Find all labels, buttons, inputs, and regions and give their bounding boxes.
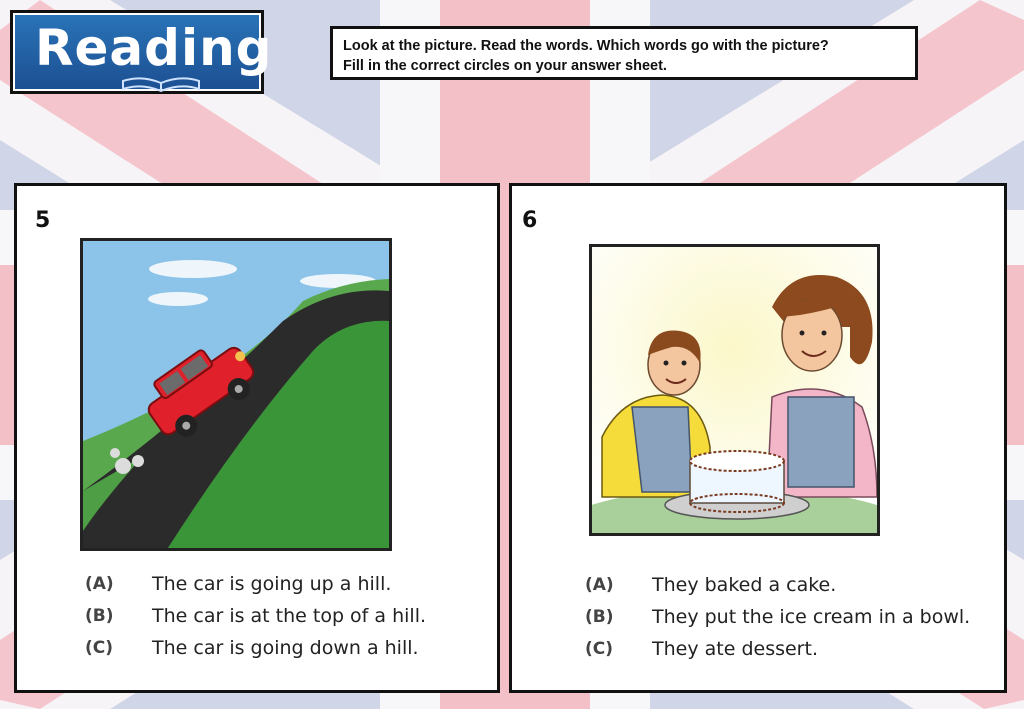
option-c[interactable]	[85, 632, 426, 664]
option-letter: (A)	[85, 574, 114, 594]
question-number: 5	[35, 208, 51, 233]
instruction-line-1: Look at the picture. Read the words. Which words go with the picture?	[343, 38, 829, 54]
question-number: 6	[522, 208, 538, 233]
option-letter: (A)	[585, 575, 614, 595]
question-card-6	[509, 183, 1007, 693]
answer-options	[85, 568, 426, 664]
open-book-icon	[121, 75, 201, 95]
option-letter: (C)	[585, 639, 614, 659]
reading-logo	[10, 10, 273, 94]
option-b[interactable]	[85, 600, 426, 632]
cake-picture	[589, 244, 880, 536]
option-letter: (B)	[585, 607, 614, 627]
option-text: They ate dessert.	[652, 638, 818, 660]
option-letter: (B)	[85, 606, 114, 626]
car-hill-picture	[80, 238, 392, 551]
option-b[interactable]	[585, 601, 970, 633]
option-text: They baked a cake.	[652, 574, 837, 596]
option-a[interactable]	[585, 569, 970, 601]
option-text: They put the ice cream in a bowl.	[652, 606, 971, 628]
instructions-box	[330, 26, 918, 80]
option-text: The car is going down a hill.	[152, 637, 419, 659]
option-letter: (C)	[85, 638, 114, 658]
option-text: The car is at the top of a hill.	[152, 605, 427, 627]
question-card-5	[14, 183, 500, 693]
option-a[interactable]	[85, 568, 426, 600]
answer-options	[585, 569, 970, 665]
logo-text: Reading	[35, 19, 273, 77]
instruction-line-2: Fill in the correct circles on your answer sheet.	[343, 58, 667, 74]
option-text: The car is going up a hill.	[152, 573, 392, 595]
option-c[interactable]	[585, 633, 970, 665]
